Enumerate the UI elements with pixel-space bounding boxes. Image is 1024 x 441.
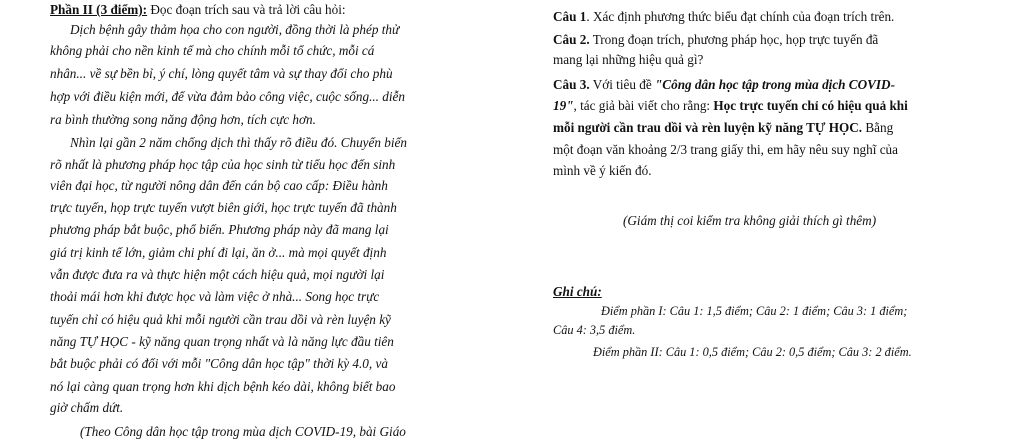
section-heading-label: Phần II (3 điểm): bbox=[50, 2, 148, 17]
note-line-3: Điểm phần II: Câu 1: 0,5 điểm; Câu 2: 0,5 điểm; Câu 3: 2 điểm. bbox=[593, 345, 912, 359]
passage-line: giờ chấm dứt. bbox=[50, 400, 124, 415]
passage-line: rõ nhất là phương pháp học tập của học sinh từ tiểu học đến sinh bbox=[50, 157, 396, 172]
passage-line: trực tuyến, họp trực tuyến vượt biên giới, học trực tuyến đã thành bbox=[50, 200, 397, 215]
passage-line: ra bình thường song năng động hơn, tích cực hơn. bbox=[50, 112, 316, 127]
passage-line: năng TỰ HỌC - kỹ năng quan trọng nhất và là năng lực đầu tiên bbox=[50, 334, 394, 349]
question-1-text: . Xác định phương thức biểu đạt chính của đoạn trích trên. bbox=[586, 9, 895, 24]
passage-line: hợp với điều kiện mới, để vừa đảm bảo công việc, cuộc sống... diễn bbox=[50, 89, 405, 104]
question-3-line-2 bbox=[553, 96, 908, 115]
question-3-line-4: một đoạn văn khoảng 2/3 trang giấy thi, em hãy nêu suy nghĩ của bbox=[553, 142, 898, 157]
question-3-bold-b: mỗi người cần trau dồi và rèn luyện kỹ năng TỰ HỌC. bbox=[553, 120, 863, 135]
question-2-text-a: Trong đoạn trích, phương pháp học, họp trực tuyến đã bbox=[589, 32, 879, 47]
question-1-label: Câu 1 bbox=[553, 9, 587, 24]
question-3-intro: Với tiêu đề bbox=[589, 77, 655, 92]
question-3-after-title: , tác giả bài viết cho rằng: bbox=[573, 98, 714, 113]
section-heading bbox=[50, 0, 346, 19]
passage-line: thoải mái hơn khi được học và làm việc ở nhà... Song học trực bbox=[50, 289, 380, 304]
passage-line: bắt buộc phải có đối với mỗi "Công dân học tập" thời kỳ 4.0, và bbox=[50, 356, 388, 371]
question-3-line-5: mình về ý kiến đó. bbox=[553, 163, 652, 178]
question-3-title-b: 19" bbox=[553, 98, 574, 113]
passage-line: nhân... về sự bền bỉ, ý chí, lòng quyết tâm và sự thay đổi cho phù bbox=[50, 66, 393, 81]
passage-line: nó lại càng quan trọng hơn khi dịch bệnh kéo dài, không biết bao bbox=[50, 379, 396, 394]
question-3-bold-a: Học trực tuyến chỉ có hiệu quả khi bbox=[713, 98, 908, 113]
question-3-label: Câu 3. bbox=[553, 77, 590, 92]
passage-line: phương pháp bắt buộc, phổ biến. Phương pháp này đã mang lại bbox=[50, 222, 389, 237]
question-3-title-a: "Công dân học tập trong mùa dịch COVID- bbox=[654, 77, 895, 92]
proctor-note: (Giám thị coi kiểm tra không giải thích gì thêm) bbox=[623, 213, 877, 228]
passage-line: Nhìn lại gần 2 năm chống dịch thì thấy rõ điều đó. Chuyển biến bbox=[70, 135, 407, 150]
question-3-line-3 bbox=[553, 118, 893, 137]
question-3-line-1 bbox=[553, 75, 895, 94]
passage-source-cut: (Theo Công dân học tập trong mùa dịch COVID-19, bài Giáo bbox=[80, 424, 406, 439]
passage-line: viên đại học, từ người nông dân đến cán bộ cao cấp: Điều hành bbox=[50, 178, 388, 193]
passage-line: vẫn được đưa ra và thực hiện một cách hiệu quả, mọi người lại bbox=[50, 267, 385, 282]
section-heading-rest: Đọc đoạn trích sau và trả lời câu hỏi: bbox=[147, 2, 346, 17]
question-1 bbox=[553, 7, 894, 26]
passage-line: tuyến chỉ có hiệu quả khi mỗi người cần trau dồi và rèn luyện kỹ bbox=[50, 312, 391, 327]
note-line-1: Điểm phần I: Câu 1: 1,5 điểm; Câu 2: 1 điểm; Câu 3: 1 điểm; bbox=[601, 304, 908, 318]
passage-line: không phải cho nền kinh tế mà cho chính mỗi tổ chức, mỗi cá bbox=[50, 43, 375, 58]
passage-line: giá trị kinh tế lớn, giảm chi phí đi lại, ăn ở... mà mọi quyết định bbox=[50, 245, 387, 260]
question-2-line-1 bbox=[553, 30, 878, 49]
note-line-2: Câu 4: 3,5 điểm. bbox=[553, 323, 636, 337]
question-2-label: Câu 2. bbox=[553, 32, 590, 47]
note-title: Ghi chú: bbox=[553, 284, 602, 299]
question-2-line-2: mang lại những hiệu quả gì? bbox=[553, 52, 704, 67]
question-3-tail-a: Bằng bbox=[862, 120, 894, 135]
passage-line: Dịch bệnh gây thảm họa cho con người, đồng thời là phép thử bbox=[70, 22, 400, 37]
